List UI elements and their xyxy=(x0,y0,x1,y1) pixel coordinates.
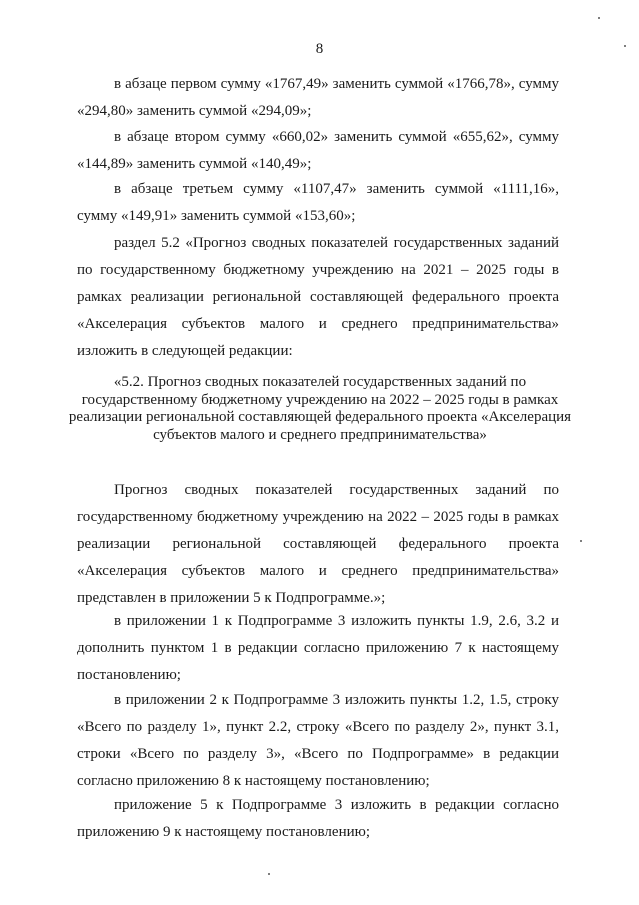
paragraph-amendment-2: в абзаце втором сумму «660,02» заменить суммой «655,62», сумму «144,89» заменить суммой «140,49»; xyxy=(77,129,559,172)
paragraph-section-change: раздел 5.2 «Прогноз сводных показателей государственных заданий по государственному бюджетному учреждению на 2021 – 2025 годы в рамках реализации региональной составляющей федерального проекта «Акселерация субъектов малого и среднего предпринимательства» изложить в следующей редакции: xyxy=(77,235,559,359)
paragraph-appendix-2: в приложении 2 к Подпрограмме 3 изложить пункты 1.2, 1.5, строку «Всего по разделу 1», пункт 2.2, строку «Всего по разделу 2», пункт 3.1, строки «Всего по разделу 3», «Всего по Подпрограмме» в редакции согласно приложению 8 к настоящему постановлению; xyxy=(77,692,559,789)
paragraph-amendment-1: в абзаце первом сумму «1767,49» заменить суммой «1766,78», сумму «294,80» заменить суммой «294,09»; xyxy=(77,76,559,119)
paragraph-amendment-3: в абзаце третьем сумму «1107,47» заменить суммой «1111,16», сумму «149,91» заменить суммой «153,60»; xyxy=(77,181,559,224)
page-number: 8 xyxy=(315,41,324,57)
scan-speck xyxy=(268,873,270,875)
paragraph-appendix-1: в приложении 1 к Подпрограмме 3 изложить пункты 1.9, 2.6, 3.2 и дополнить пунктом 1 в редакции согласно приложению 7 к настоящему постановлению; xyxy=(77,613,559,683)
scan-speck xyxy=(580,540,582,542)
section-title: «5.2. Прогноз сводных показателей государственных заданий по государственному бюджетному учреждению на 2022 – 2025 годы в рамках реализации региональной составляющей федерального проекта «Акселерация субъектов малого и среднего предпринимательства» xyxy=(68,374,572,443)
paragraph-appendix-5: приложение 5 к Подпрограмме 3 изложить в редакции согласно приложению 9 к настоящему постановлению; xyxy=(77,797,559,840)
scan-speck xyxy=(624,45,626,47)
scan-speck xyxy=(598,17,600,19)
paragraph-forecast: Прогноз сводных показателей государственных заданий по государственному бюджетному учреждению на 2022 – 2025 годы в рамках реализации региональной составляющей федерального проекта «Акселерация субъектов малого и среднего предпринимательства» представлен в приложении 5 к Подпрограмме.»; xyxy=(77,482,559,606)
